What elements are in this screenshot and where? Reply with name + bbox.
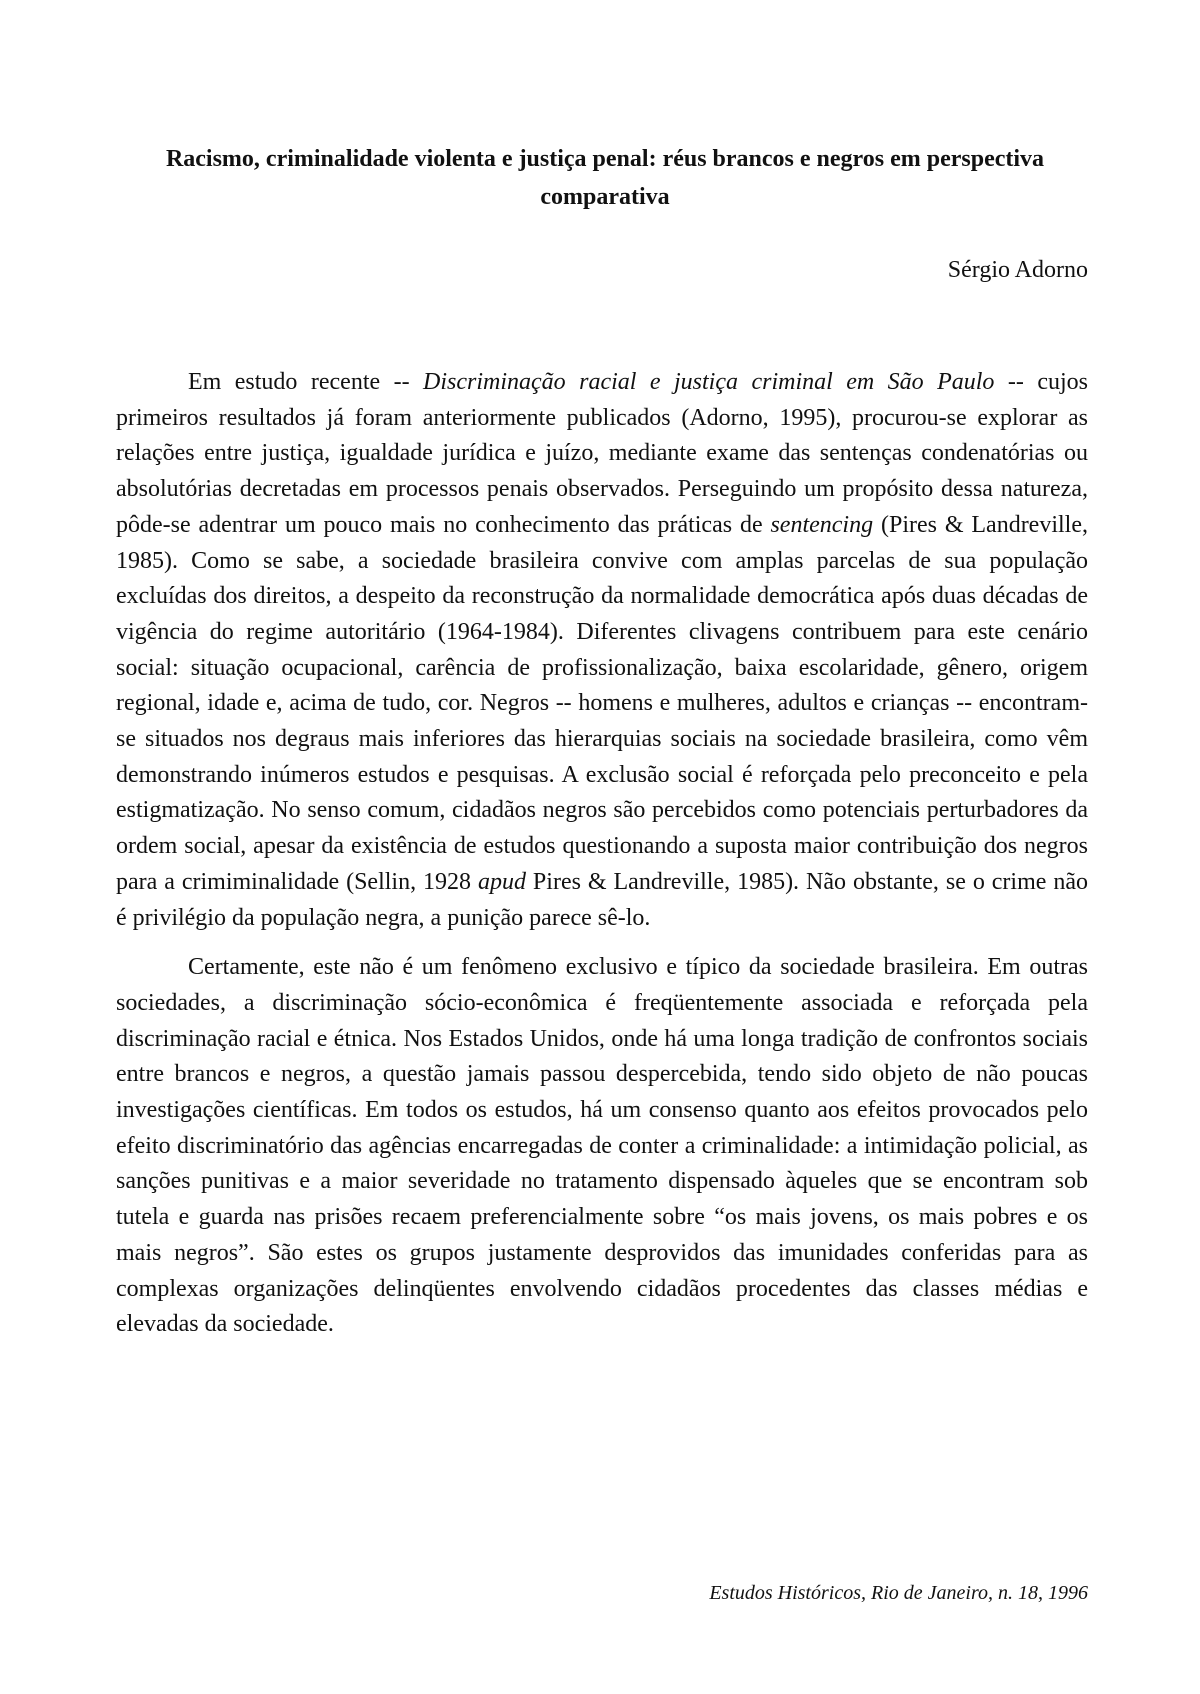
paragraph-1-italic-apud: apud <box>477 868 526 895</box>
paragraph-1-text-d: Pires & Landreville, 1985). Não obstante, se o crime não é privilégio da população negra, a punição parece sê-lo. <box>116 868 1088 931</box>
paragraph-1-italic-study-title: Discriminação racial e justiça criminal em São Paulo <box>423 369 995 395</box>
paragraph-1-text-c: (Pires & Landreville, 1985). Como se sabe, a sociedade brasileira convive com amplas parcelas de sua população excluídas dos direitos, a despeito da reconstrução da normalidade democrática após duas décadas de vigência do regime autoritário (1964-1984). Diferentes clivagens contribuem para este cenário social: situação ocupacional, carência de profissionalização, baixa escolaridade, gênero, origem regional, idade e, acima de tudo, cor. Negros -- homens e mulheres, adultos e crianças -- encontram-se situados nos degraus mais inferiores das hierarquias sociais na sociedade brasileira, como vêm demonstrando inúmeros estudos e pesquisas. A exclusão social é reforçada pelo preconceito e pela estigmatização. No senso comum, cidadãos negros são percebidos como potenciais perturbadores da ordem social, apesar da existência de estudos questionando a suposta maior contribuição dos negros para a crimiminalidade (Sellin, 1928 <box>116 511 1088 895</box>
paragraph-2: Certamente, este não é um fenômeno exclusivo e típico da sociedade brasileira. Em outras sociedades, a discriminação sócio-econômica é freqüentemente associada e reforçada pela discriminação racial e étnica. Nos Estados Unidos, onde há uma longa tradição de confrontos sociais entre brancos e negros, a questão jamais passou despercebida, tendo sido objeto de não poucas investigações científicas. Em todos os estudos, há um consenso quanto aos efeitos provocados pelo efeito discriminatório das agências encarregadas de conter a criminalidade: a intimidação policial, as sanções punitivas e a maior severidade no tratamento dispensado àqueles que se encontram sob tutela e guarda nas prisões recaem preferencialmente sobre “os mais jovens, os mais pobres e os mais negros”. São estes os grupos justamente desprovidos das imunidades conferidas para as complexas organizações delinqüentes envolvendo cidadãos procedentes das classes médias e elevadas da sociedade. <box>116 954 1088 1338</box>
paragraph-1 <box>116 365 1088 936</box>
body-text <box>116 365 1088 1343</box>
paragraph-1-italic-sentencing: sentencing <box>770 511 874 538</box>
paragraph-1-text-b: -- cujos primeiros resultados já foram anteriormente publicados (Adorno, 1995), procurou-se explorar as relações entre justiça, igualdade jurídica e juízo, mediante exame das sentenças condenatórias ou absolutórias decretadas em processos penais observados. Perseguindo um propósito dessa natureza, pôde-se adentrar um pouco mais no conhecimento das práticas de <box>116 369 1088 538</box>
journal-footer: Estudos Históricos, Rio de Janeiro, n. 18, 1996 <box>709 1582 1088 1604</box>
paragraph-1-text-a: Em estudo recente -- <box>188 369 424 395</box>
author-name: Sérgio Adorno <box>947 257 1088 283</box>
paper-title: Racismo, criminalidade violenta e justiça penal: réus brancos e negros em perspectiva comparativa <box>165 146 1045 210</box>
